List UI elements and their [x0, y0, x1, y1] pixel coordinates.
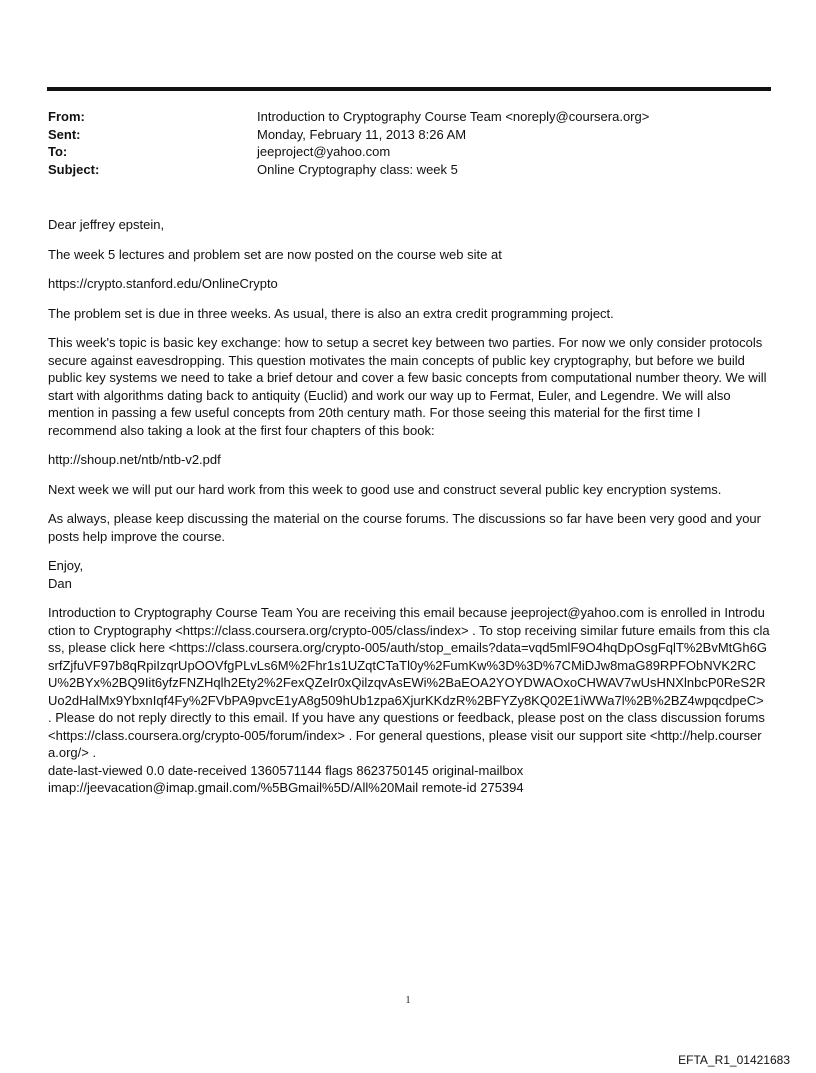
- subject-value: Online Cryptography class: week 5: [257, 161, 458, 177]
- bates-number: EFTA_R1_01421683: [678, 1053, 790, 1067]
- signature: Dan: [48, 575, 72, 591]
- course-url-link[interactable]: https://crypto.stanford.edu/OnlineCrypto: [48, 276, 278, 291]
- email-header: [48, 108, 768, 178]
- page-number: 1: [405, 995, 411, 1006]
- signoff: Enjoy,: [48, 558, 84, 573]
- sent-value: Monday, February 11, 2013 8:26 AM: [257, 126, 467, 142]
- subject-label: Subject:: [48, 161, 100, 177]
- email-body: [48, 216, 770, 797]
- paragraph-lectures-posted: The week 5 lectures and problem set are now posted on the course web site at: [48, 246, 502, 262]
- paragraph-problem-set: The problem set is due in three weeks. As usual, there is also an extra credit programming project.: [48, 305, 614, 321]
- sent-label: Sent:: [48, 126, 81, 142]
- paragraph-next-week: Next week we will put our hard work from this week to good use and construct several public key encryption systems.: [48, 481, 722, 497]
- paragraph-forums: As always, please keep discussing the material on the course forums. The discussions so far have been very good and your posts help improve the course.: [48, 511, 761, 544]
- to-value: jeeproject@yahoo.com: [257, 144, 391, 159]
- book-url-link[interactable]: http://shoup.net/ntb/ntb-v2.pdf: [48, 452, 221, 467]
- from-value: Introduction to Cryptography Course Team <noreply@coursera.org>: [257, 109, 650, 124]
- subject-row: [48, 161, 768, 179]
- sent-row: [48, 126, 768, 144]
- metadata-line-1: date-last-viewed 0.0 date-received 1360571144 flags 8623750145 original-mailbox: [48, 762, 524, 778]
- metadata-line-2: imap://jeevacation@imap.gmail.com/%5BGmail%5D/All%20Mail remote-id 275394: [48, 780, 524, 795]
- greeting: Dear jeffrey epstein,: [48, 217, 165, 232]
- to-label: To:: [48, 144, 68, 159]
- from-row: [48, 108, 768, 126]
- to-row: [48, 143, 768, 161]
- from-label: From:: [48, 109, 85, 124]
- paragraph-topic: This week's topic is basic key exchange: how to setup a secret key between two parties. For now we only consider protocols secure against eavesdropping. This question motivates the main concepts of public key cryptography, but before we build public key systems we need to take a brief detour and cover a few basic concepts from computational number theory. We will start with algorithms dating back to antiquity (Euclid) and work our way up to Fermat, Euler, and Legendre. We will also mention in passing a few useful concepts from 20th century math. For those seeing this material for the first time I recommend also taking a look at the first four chapters of this book:: [48, 335, 767, 438]
- header-divider: [47, 87, 771, 91]
- footer-notice: Introduction to Cryptography Course Team You are receiving this email because jeeproject@yahoo.com is enrolled in Introduction to Cryptography <https://class.coursera.org/crypto-005/class/index> . To stop receiving similar future emails from this class, please click here <https://class.coursera.org/crypto-005/auth/stop_emails?data=vqd5mlF9O4hqDpOsgFqlT%2BvMtGh6GsrfZjfuVF97b8qRpiIzqrUpOOVfgPLvLs6M%2Fhr1s1UZqtCTaTl0y%2FumKw%3D%3D%7CMiDJw8maG89RPFObNVK2RCU%2BYx%2BQ9Iit6yfzFNZHqlh2Ety2%2FexQZeIr0xQilzqvAsEWi%2BaEOA2YOYDWAOxoCHWAV7wUsHNXlnbcP0ReS2RUo2dHalMx9YbxnIqf4Fy%2FVbPA9pvcE1yA8g509hUb1zpa6XjurKKdzR%2BFYZy8KQ02E1iWWa7l%2B%2BZ4wpqcdpeC> . Please do not reply directly to this email. If you have any questions or feedback, please post on the class discussion forums <https://class.coursera.org/crypto-005/forum/index> . For general questions, please visit our support site <http://help.coursera.org/> .: [48, 605, 770, 760]
